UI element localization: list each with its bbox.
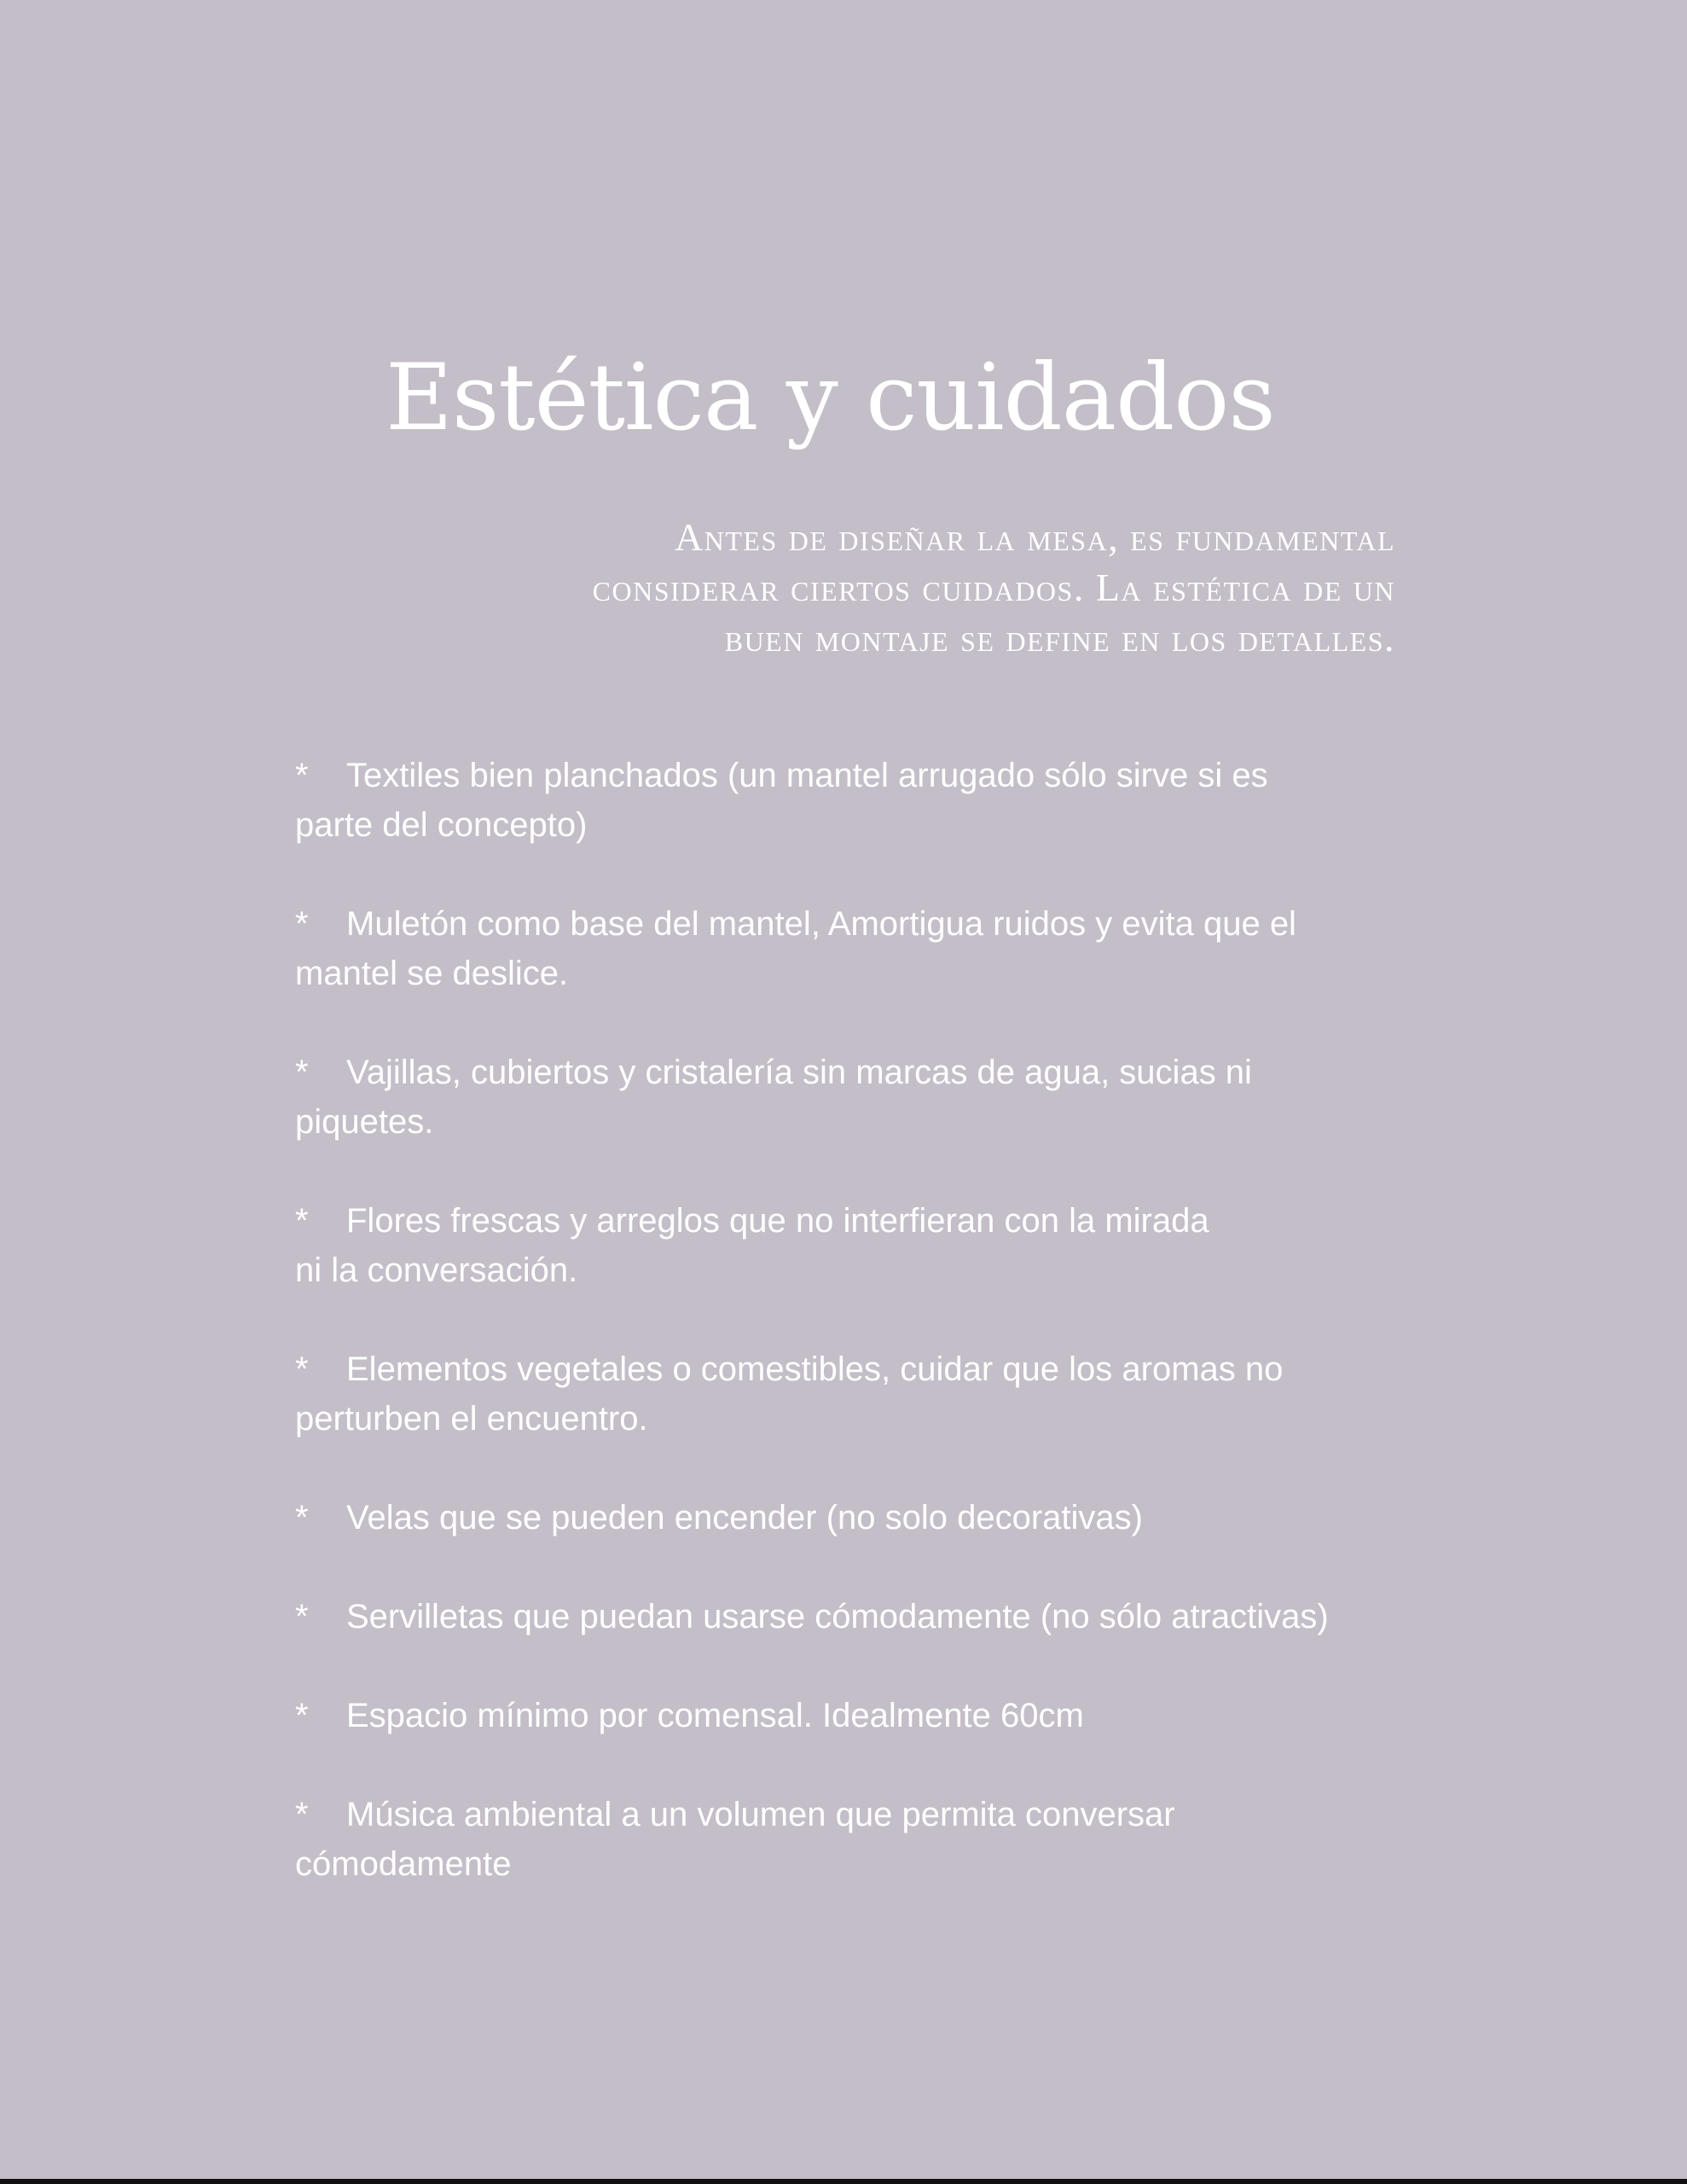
list-item-text: Elementos vegetales o comestibles, cuidar que los aromas no [346,1350,1284,1388]
list-item-text: cómodamente [295,1845,512,1883]
intro-paragraph [358,512,1395,663]
asterisk-bullet: * [295,757,309,794]
asterisk-bullet: * [295,1350,309,1388]
list-item [295,1790,1429,1889]
list-item-text: mantel se deslice. [295,955,569,992]
list-item [295,751,1429,850]
asterisk-bullet: * [295,1697,309,1734]
list-item-text: Música ambiental a un volumen que permita conversar [346,1796,1175,1833]
list-item [295,1345,1429,1443]
asterisk-bullet: * [295,1202,309,1240]
list-item-text: Velas que se pueden encender (no solo decorativas) [346,1499,1143,1536]
list-item-text: Textiles bien planchados (un mantel arrugado sólo sirve si es [346,757,1268,794]
list-item [295,1592,1429,1641]
list-item-text: Flores frescas y arreglos que no interfieran con la mirada [346,1202,1209,1240]
care-tips-list [295,751,1429,1938]
list-item-text: piquetes. [295,1103,434,1141]
bottom-divider [0,2179,1687,2184]
intro-line: Antes de diseñar la mesa, es fundamental [675,515,1395,559]
list-item [295,1048,1429,1147]
page-title: Estética y cuidados [386,345,1275,451]
list-item-text: ni la conversación. [295,1252,578,1289]
list-item-text: Servilletas que puedan usarse cómodamente (no sólo atractivas) [346,1598,1329,1635]
asterisk-bullet: * [295,905,309,943]
list-item [295,1196,1429,1295]
list-item-text: Vajillas, cubiertos y cristalería sin marcas de agua, sucias ni [346,1054,1252,1091]
asterisk-bullet: * [295,1054,309,1091]
list-item [295,1493,1429,1542]
list-item-text: perturben el encuentro. [295,1400,648,1438]
asterisk-bullet: * [295,1499,309,1536]
list-item-text: Espacio mínimo por comensal. Idealmente 60cm [346,1697,1084,1734]
list-item-text: Muletón como base del mantel, Amortigua ruidos y evita que el [346,905,1296,943]
asterisk-bullet: * [295,1796,309,1833]
list-item-text: parte del concepto) [295,806,588,844]
asterisk-bullet: * [295,1598,309,1635]
intro-line: buen montaje se define en los detalles. [724,616,1395,659]
intro-line: considerar ciertos cuidados. La estética de un [592,566,1395,609]
list-item [295,899,1429,998]
list-item [295,1691,1429,1740]
